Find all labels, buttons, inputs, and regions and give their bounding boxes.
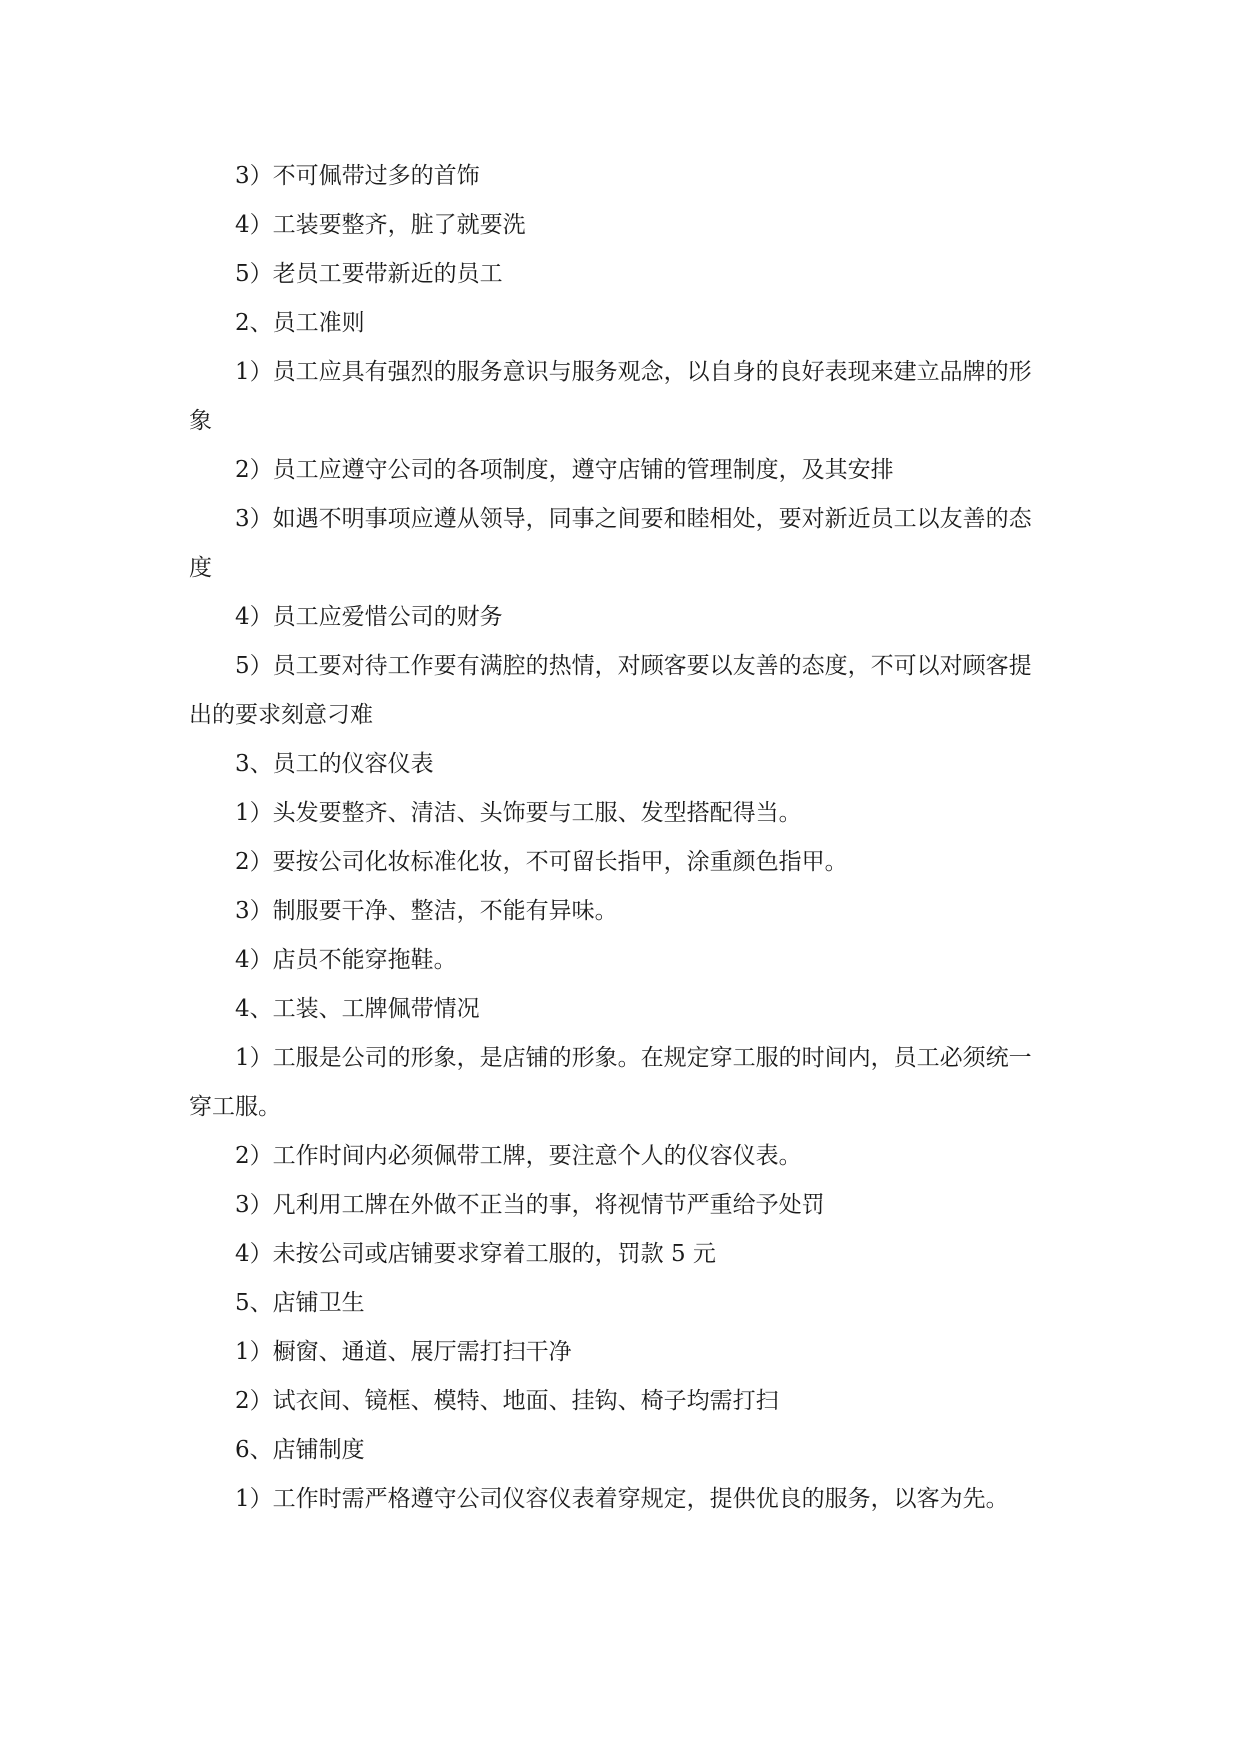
document-body (189, 152, 1042, 1524)
paragraph: 3）不可佩带过多的首饰 (235, 163, 480, 189)
paragraph: 5）老员工要带新近的员工 (235, 261, 503, 287)
paragraph: 1）工作时需严格遵守公司仪容仪表着穿规定，提供优良的服务，以客为先。 (235, 1486, 1009, 1512)
paragraph: 2）工作时间内必须佩带工牌，要注意个人的仪容仪表。 (235, 1143, 802, 1169)
paragraph: 3）制服要干净、整洁，不能有异味。 (235, 898, 618, 924)
paragraph: 4）工装要整齐，脏了就要洗 (235, 212, 526, 238)
paragraph: 1）橱窗、通道、展厅需打扫干净 (235, 1339, 572, 1365)
paragraph: 4）店员不能穿拖鞋。 (235, 947, 457, 973)
section-heading: 3、员工的仪容仪表 (235, 751, 434, 777)
section-heading: 5、店铺卫生 (235, 1290, 365, 1316)
paragraph: 2）员工应遵守公司的各项制度，遵守店铺的管理制度，及其安排 (235, 457, 894, 483)
paragraph: 3）凡利用工牌在外做不正当的事，将视情节严重给予处罚 (235, 1192, 825, 1218)
paragraph: 1）员工应具有强烈的服务意识与服务观念，以自身的良好表现来建立品牌的形象 (189, 359, 1032, 434)
section-heading: 4、工装、工牌佩带情况 (235, 996, 480, 1022)
paragraph: 5）员工要对待工作要有满腔的热情，对顾客要以友善的态度，不可以对顾客提出的要求刻意刁难 (189, 653, 1032, 728)
paragraph: 1）头发要整齐、清洁、头饰要与工服、发型搭配得当。 (235, 800, 802, 826)
section-heading: 2、员工准则 (235, 310, 365, 336)
section-heading: 6、店铺制度 (235, 1437, 365, 1463)
paragraph: 2）试衣间、镜框、模特、地面、挂钩、椅子均需打扫 (235, 1388, 779, 1414)
paragraph: 2）要按公司化妆标准化妆，不可留长指甲，涂重颜色指甲。 (235, 849, 848, 875)
paragraph: 4）未按公司或店铺要求穿着工服的，罚款 5 元 (235, 1241, 716, 1267)
paragraph: 4）员工应爱惜公司的财务 (235, 604, 503, 630)
paragraph: 1）工服是公司的形象，是店铺的形象。在规定穿工服的时间内，员工必须统一穿工服。 (189, 1045, 1032, 1120)
paragraph: 3）如遇不明事项应遵从领导，同事之间要和睦相处，要对新近员工以友善的态度 (189, 506, 1032, 581)
